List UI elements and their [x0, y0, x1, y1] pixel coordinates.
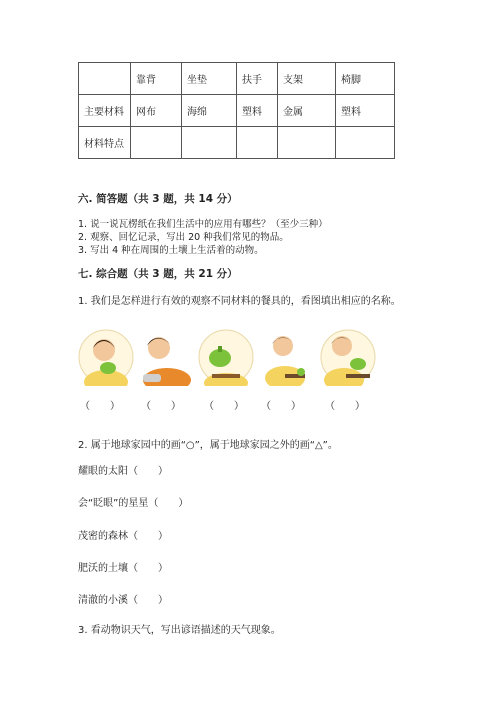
table-cell: 海绵: [182, 95, 237, 127]
table-cell: 塑料: [237, 95, 278, 127]
list-item: 肥沃的土壤（ ）: [78, 563, 168, 574]
answer-cell[interactable]: [182, 127, 237, 159]
table-cell: 支架: [278, 63, 336, 95]
answer-blank-1[interactable]: （ ）: [80, 401, 120, 412]
answer-cell[interactable]: [278, 127, 336, 159]
answer-blank-5[interactable]: （ ）: [325, 401, 365, 412]
child-photo-4: [259, 328, 315, 386]
table-cell: 靠背: [131, 63, 182, 95]
table-header-row: [79, 63, 395, 95]
section6-question-1: 1. 说一说瓦楞纸在我们生活中的应用有哪些？（至少三种）: [78, 219, 328, 230]
child-photo-5: [320, 328, 376, 386]
table-cell: 主要材料: [79, 95, 131, 127]
table-cell: 塑料: [336, 95, 395, 127]
table-cell: 金属: [278, 95, 336, 127]
answer-blank-3[interactable]: （ ）: [204, 401, 244, 412]
list-item: 耀眼的太阳（ ）: [78, 466, 168, 477]
table-row: [79, 95, 395, 127]
child-photo-1: [78, 328, 134, 386]
table-cell: [79, 63, 131, 95]
table-row: [79, 127, 395, 159]
table-cell: 椅脚: [336, 63, 395, 95]
section6-question-3: 3. 写出 4 种在周围的土壤上生活着的动物。: [78, 245, 264, 256]
answer-cell[interactable]: [237, 127, 278, 159]
list-item: 清澈的小溪（ ）: [78, 595, 168, 606]
answer-blank-2[interactable]: （ ）: [141, 401, 181, 412]
materials-table: [78, 62, 395, 159]
table-cell: 网布: [131, 95, 182, 127]
list-item: 会“眨眼”的星星（ ）: [78, 498, 189, 509]
section6-question-2: 2. 观察、回忆记录，写出 20 种我们常见的物品。: [78, 232, 289, 243]
table-cell: 坐垫: [182, 63, 237, 95]
table-cell: 材料特点: [79, 127, 131, 159]
section7-question-3: 3. 看动物识天气，写出谚语描述的天气现象。: [78, 625, 281, 636]
child-photo-2: [137, 328, 193, 386]
section7-question-1: 1. 我们是怎样进行有效的观察不同材料的餐具的，看图填出相应的名称。: [78, 296, 401, 307]
answer-cell[interactable]: [336, 127, 395, 159]
section6-title: 六. 简答题（共 3 题，共 14 分）: [78, 193, 238, 205]
section7-question-2: 2. 属于地球家园中的画“○”，属于地球家园之外的画“△”。: [78, 440, 338, 451]
child-photo-3: [198, 328, 254, 386]
section7-title: 七. 综合题（共 3 题，共 21 分）: [78, 268, 238, 280]
table-cell: 扶手: [237, 63, 278, 95]
answer-blank-4[interactable]: （ ）: [261, 401, 301, 412]
list-item: 茂密的森林（ ）: [78, 531, 168, 542]
answer-cell[interactable]: [131, 127, 182, 159]
